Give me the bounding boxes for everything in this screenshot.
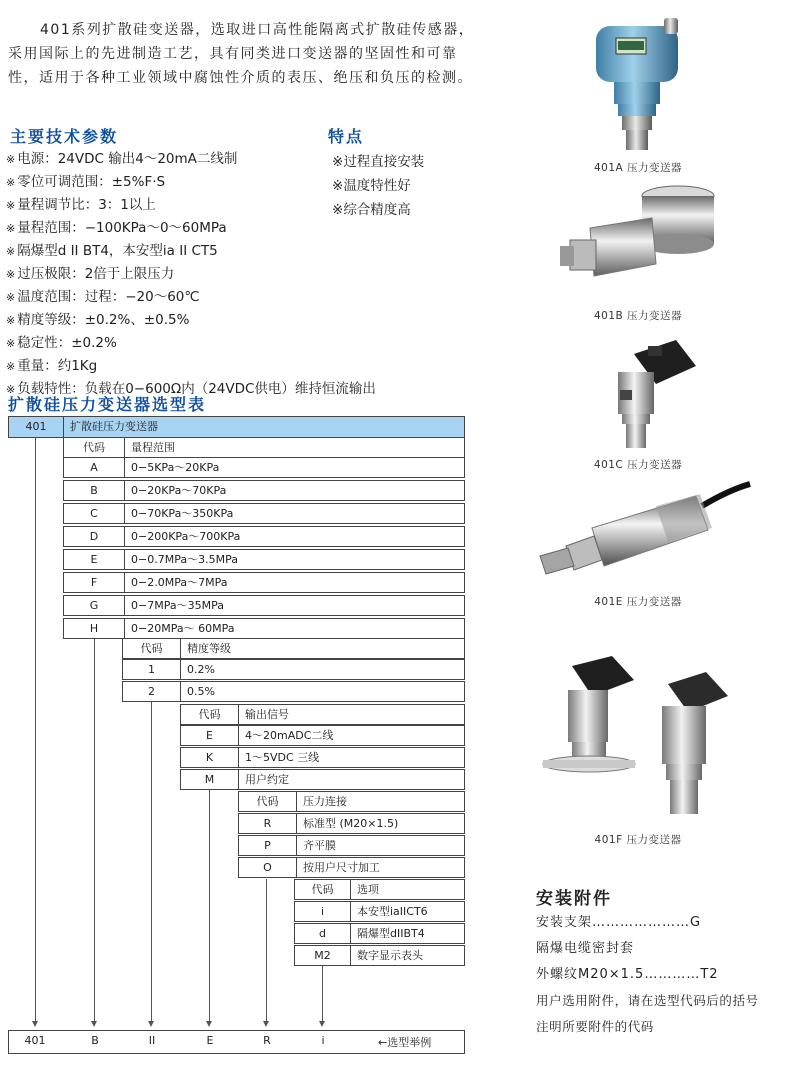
example-code: R (263, 1034, 271, 1047)
range-code: G (63, 595, 125, 616)
model-desc: 扩散硅压力变送器 (63, 416, 465, 438)
range-desc: 0−20MPa～ 60MPa (124, 618, 465, 639)
example-code: II (148, 1034, 156, 1047)
spec-item: ※ 负载特性：负载在0−600Ω内（24VDC供电）维持恒流输出 (6, 381, 376, 397)
options-code: d (294, 923, 351, 944)
product-caption: 401E 压力变送器 (594, 596, 682, 608)
arrow-icon (319, 1021, 325, 1027)
arrow-icon (206, 1021, 212, 1027)
output-code-header: 代码 (180, 704, 239, 725)
guide-line (322, 966, 323, 1022)
arrow-icon (148, 1021, 154, 1027)
range-desc-header: 量程范围 (124, 437, 465, 458)
range-code: A (63, 457, 125, 478)
accuracy-desc: 0.2% (180, 659, 465, 680)
connection-desc: 按用户尺寸加工 (296, 857, 465, 878)
specs-title: 主要技术参数 (10, 127, 119, 146)
range-code-header: 代码 (63, 437, 125, 458)
spec-item: ※ 电源：24VDC 输出4～20mA二线制 (6, 151, 238, 167)
range-desc: 0−5KPa～20KPa (124, 457, 465, 478)
output-code: K (180, 747, 239, 768)
range-code: E (63, 549, 125, 570)
guide-line (35, 438, 36, 1022)
example-code: i (321, 1034, 325, 1047)
transmitter-401f-photo (538, 654, 748, 824)
transmitter-401a-photo (592, 14, 682, 154)
accuracy-code: 1 (122, 659, 181, 680)
options-code-header: 代码 (294, 879, 351, 900)
accessory-line: 用户选用附件，请在选型代码后的括号 (536, 993, 759, 1008)
transmitter-401b-photo (560, 168, 720, 298)
guide-line (209, 790, 210, 1022)
accessories-title: 安装附件 (536, 889, 612, 909)
guide-line (94, 639, 95, 1022)
connection-code: R (238, 813, 297, 834)
range-code: C (63, 503, 125, 524)
arrow-icon (263, 1021, 269, 1027)
options-desc: 本安型iaIICT6 (350, 901, 465, 922)
accuracy-desc-header: 精度等级 (180, 638, 465, 659)
example-code: 401 (24, 1034, 46, 1047)
output-desc: 用户约定 (238, 769, 465, 790)
guide-line (151, 702, 152, 1022)
range-desc: 0−20KPa～70KPa (124, 480, 465, 501)
product-caption: 401B 压力变送器 (593, 310, 683, 322)
connection-desc: 标准型 (M20×1.5) (296, 813, 465, 834)
connection-code: P (238, 835, 297, 856)
product-caption: 401C 压力变送器 (593, 459, 683, 471)
options-desc: 隔爆型dIIBT4 (350, 923, 465, 944)
range-code: F (63, 572, 125, 593)
range-desc: 0−200KPa～700KPa (124, 526, 465, 547)
specs-list (6, 148, 376, 401)
arrow-icon (32, 1021, 38, 1027)
example-label: ←选型举例 (378, 1036, 432, 1049)
feature-item: ※过程直接安装 (332, 154, 425, 170)
model-code: 401 (8, 416, 64, 438)
accessory-line: 外螺纹M20×1.5…………T2 (536, 967, 719, 982)
connection-desc: 齐平膜 (296, 835, 465, 856)
spec-item: ※ 量程调节比：3：1以上 (6, 197, 156, 213)
guide-line (266, 879, 267, 1022)
spec-item: ※ 重量：约1Kg (6, 358, 98, 374)
arrow-icon (91, 1021, 97, 1027)
range-desc: 0−7MPa～35MPa (124, 595, 465, 616)
feature-item: ※温度特性好 (332, 178, 411, 194)
example-code: B (91, 1034, 99, 1047)
transmitter-401e-photo (536, 476, 752, 586)
accessory-line: 注明所要附件的代码 (536, 1019, 654, 1034)
intro-paragraph: 401系列扩散硅变送器，选取进口高性能隔离式扩散硅传感器，采用国际上的先进制造工艺，具有同类进口变送器的坚固性和可靠性，适用于各种工业领域中腐蚀性介质的表压、绝压和负压的检测。 (8, 22, 475, 86)
range-code: H (63, 618, 125, 639)
accuracy-code-header: 代码 (122, 638, 181, 659)
output-code: M (180, 769, 239, 790)
spec-item: ※ 隔爆型d II BT4，本安型ia II CT5 (6, 243, 218, 259)
table-title: 扩散硅压力变送器选型表 (8, 395, 207, 414)
accuracy-code: 2 (122, 681, 181, 702)
product-caption: 401F 压力变送器 (594, 834, 682, 846)
output-desc: 1～5VDC 三线 (238, 747, 465, 768)
features-title: 特点 (328, 127, 365, 146)
output-desc: 4～20mADC二线 (238, 725, 465, 746)
spec-item: ※ 过压极限：2倍于上限压力 (6, 266, 175, 282)
example-code: E (206, 1034, 214, 1047)
output-desc-header: 输出信号 (238, 704, 465, 725)
range-code: B (63, 480, 125, 501)
transmitter-401c-photo (588, 336, 708, 452)
output-code: E (180, 725, 239, 746)
product-caption: 401A 压力变送器 (593, 162, 683, 174)
features-list (332, 150, 424, 222)
options-code: i (294, 901, 351, 922)
spec-item: ※ 稳定性：±0.2% (6, 335, 117, 351)
options-desc: 数字显示表头 (350, 945, 465, 966)
accessories-list (536, 910, 759, 1040)
options-code: M2 (294, 945, 351, 966)
range-desc: 0−70KPa～350KPa (124, 503, 465, 524)
range-code: D (63, 526, 125, 547)
feature-item: ※综合精度高 (332, 202, 411, 218)
spec-item: ※ 精度等级：±0.2%、±0.5% (6, 312, 190, 328)
connection-desc-header: 压力连接 (296, 791, 465, 812)
range-desc: 0−2.0MPa～7MPa (124, 572, 465, 593)
options-desc-header: 选项 (350, 879, 465, 900)
connection-code-header: 代码 (238, 791, 297, 812)
accessory-line: 隔爆电缆密封套 (536, 941, 635, 956)
spec-item: ※ 温度范围：过程：−20～60℃ (6, 289, 200, 305)
connection-code: O (238, 857, 297, 878)
range-desc: 0−0.7MPa～3.5MPa (124, 549, 465, 570)
accessory-line: 安装支架…………………G (536, 915, 702, 930)
spec-item: ※ 量程范围：−100KPa～0～60MPa (6, 220, 227, 236)
spec-item: ※ 零位可调范围：±5%F·S (6, 174, 166, 190)
accuracy-desc: 0.5% (180, 681, 465, 702)
